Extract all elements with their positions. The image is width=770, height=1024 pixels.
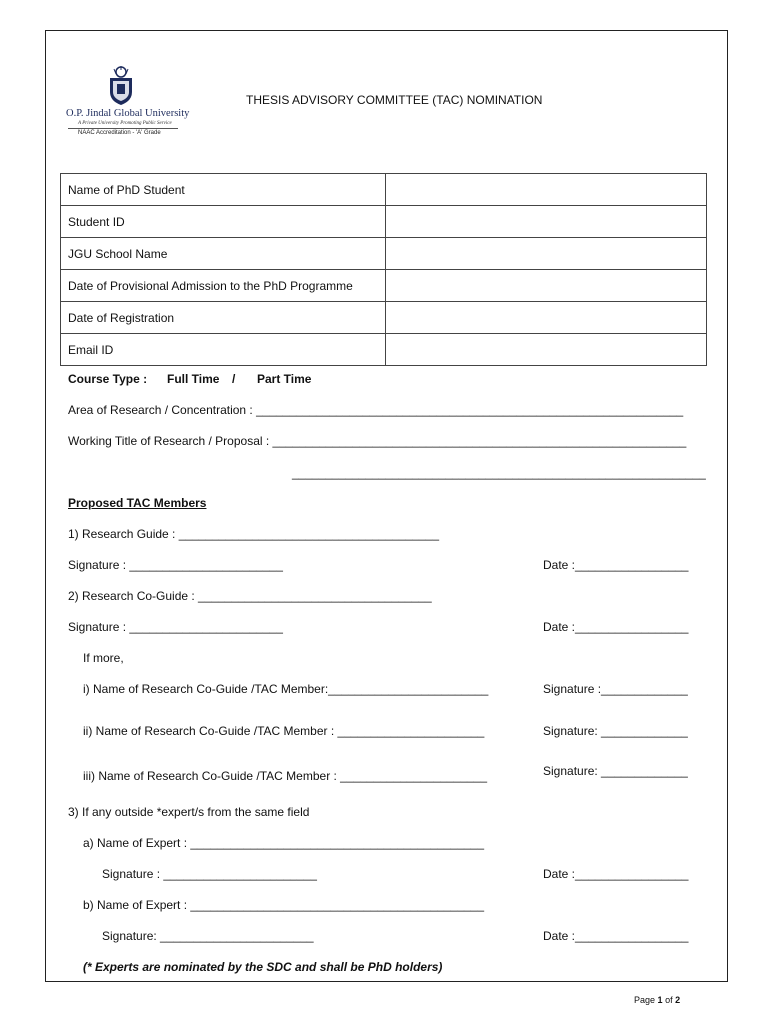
- table-row: [61, 302, 707, 334]
- guide-signature-field[interactable]: Signature : _______________________: [68, 558, 283, 572]
- table-row: [61, 238, 707, 270]
- student-info-table: [60, 173, 707, 366]
- table-row: [61, 334, 707, 366]
- tac-member-ii-signature[interactable]: Signature: _____________: [543, 724, 688, 738]
- expert-b-signature[interactable]: Signature: _______________________: [102, 929, 314, 943]
- row-label: Date of Provisional Admission to the PhD Programme: [61, 270, 386, 302]
- table-row: [61, 206, 707, 238]
- expert-a-signature[interactable]: Signature : _______________________: [102, 867, 317, 881]
- expert-b-field[interactable]: b) Name of Expert : ____________________________________________: [83, 898, 485, 912]
- tac-member-i-field[interactable]: i) Name of Research Co-Guide /TAC Member:________________________: [83, 682, 489, 696]
- coguide-signature-field[interactable]: Signature : _______________________: [68, 620, 283, 634]
- if-more-label: If more,: [83, 651, 124, 665]
- guide-date-field[interactable]: Date :_________________: [543, 558, 689, 572]
- expert-a-date[interactable]: Date :_________________: [543, 867, 689, 881]
- university-tagline: A Private University Promoting Public Service: [78, 121, 172, 126]
- course-type-label: Course Type :: [68, 372, 148, 386]
- coguide-date-field[interactable]: Date :_________________: [543, 620, 689, 634]
- expert-b-date[interactable]: Date :_________________: [543, 929, 689, 943]
- current-page: 1: [657, 995, 663, 1005]
- name-field[interactable]: [386, 174, 707, 206]
- outside-expert-label: 3) If any outside *expert/s from the same field: [68, 805, 310, 819]
- part-time-option[interactable]: Part Time: [257, 372, 312, 386]
- section-title: Proposed TAC Members: [68, 496, 207, 510]
- row-label: JGU School Name: [61, 238, 386, 270]
- page-number: [634, 995, 680, 1005]
- row-label: Name of PhD Student: [61, 174, 386, 206]
- expert-a-field[interactable]: a) Name of Expert : ____________________________________________: [83, 836, 485, 850]
- area-of-research-field[interactable]: Area of Research / Concentration : ________________________________________________________________: [68, 403, 684, 417]
- table-row: [61, 270, 707, 302]
- row-label: Email ID: [61, 334, 386, 366]
- student-id-field[interactable]: [386, 206, 707, 238]
- research-guide-field[interactable]: 1) Research Guide : _______________________________________: [68, 527, 439, 541]
- tac-member-ii-field[interactable]: ii) Name of Research Co-Guide /TAC Member : ______________________: [83, 724, 485, 738]
- row-label: Date of Registration: [61, 302, 386, 334]
- admission-date-field[interactable]: [386, 270, 707, 302]
- accreditation-text: NAAC Accreditation - 'A' Grade: [78, 130, 161, 136]
- expert-note: (* Experts are nominated by the SDC and shall be PhD holders): [83, 960, 443, 974]
- university-logo: [66, 66, 190, 140]
- full-time-option[interactable]: Full Time: [167, 372, 220, 386]
- form-title: THESIS ADVISORY COMMITTEE (TAC) NOMINATION: [246, 93, 543, 107]
- working-title-continuation[interactable]: ______________________________________________________________: [292, 466, 706, 480]
- total-pages: 2: [675, 995, 681, 1005]
- page-of: of: [665, 995, 673, 1005]
- page-label: Page: [634, 995, 656, 1005]
- tac-member-iii-signature[interactable]: Signature: _____________: [543, 764, 688, 778]
- table-row: [61, 174, 707, 206]
- research-coguide-field[interactable]: 2) Research Co-Guide : ___________________________________: [68, 589, 432, 603]
- tac-member-i-signature[interactable]: Signature :_____________: [543, 682, 688, 696]
- school-field[interactable]: [386, 238, 707, 270]
- email-field[interactable]: [386, 334, 707, 366]
- university-name: O.P. Jindal Global University: [66, 108, 190, 119]
- row-label: Student ID: [61, 206, 386, 238]
- registration-date-field[interactable]: [386, 302, 707, 334]
- logo-divider: [68, 128, 178, 129]
- working-title-field[interactable]: Working Title of Research / Proposal : ______________________________________________________________: [68, 434, 687, 448]
- course-type-separator: /: [232, 372, 236, 386]
- tac-member-iii-field[interactable]: iii) Name of Research Co-Guide /TAC Member : ______________________: [83, 769, 488, 783]
- crest-icon: [104, 66, 138, 106]
